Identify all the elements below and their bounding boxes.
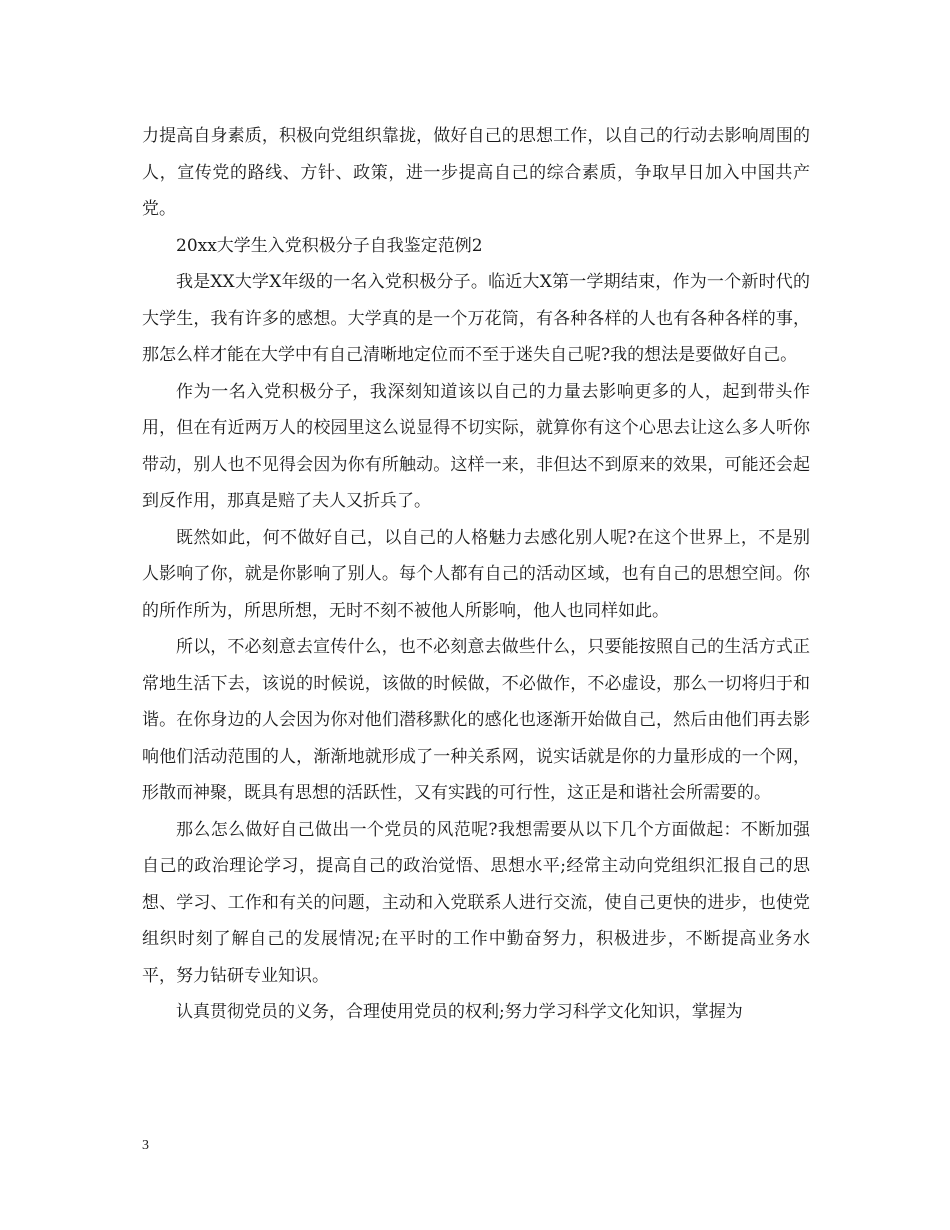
paragraph: 所以，不必刻意去宣传什么，也不必刻意去做些什么，只要能按照自己的生活方式正常地生活下去，该说的时候说，该做的时候做，不必做作，不必虚设，那么一切将归于和谐。在你身边的人会因为你对他们潜移默化的感化也逐渐开始做自己，然后由他们再去影响他们活动范围的人，渐渐地就形成了一种关系网，说实话就是你的力量形成的一个网，形散而神聚，既具有思想的活跃性，又有实践的可行性，这正是和谐社会所需要的。 — [142, 637, 810, 803]
paragraph: 我是XX大学X年级的一名入党积极分子。临近大X第一学期结束，作为一个新时代的大学生，我有许多的感想。大学真的是一个万花筒，有各种各样的人也有各种各样的事，那怎么样才能在大学中有自己清晰地定位而不至于迷失自己呢?我的想法是要做好自己。 — [142, 272, 810, 365]
paragraph: 既然如此，何不做好自己，以自己的人格魅力去感化别人呢?在这个世界上，不是别人影响了你，就是你影响了别人。每个人都有自己的活动区域，也有自己的思想空间。你的所作所为，所思所想，无时不刻不被他人所影响，他人也同样如此。 — [142, 527, 810, 621]
document-body — [142, 118, 810, 1031]
paragraph-continuation: 力提高自身素质，积极向党组织靠拢，做好自己的思想工作，以自己的行动去影响周围的人，宣传党的路线、方针、政策，进一步提高自己的综合素质，争取早日加入中国共产党。 — [142, 126, 810, 219]
paragraph: 认真贯彻党员的义务，合理使用党员的权利;努力学习科学文化知识，掌握为 — [176, 1002, 743, 1022]
page-number: 3 — [142, 1138, 149, 1153]
paragraph: 作为一名入党积极分子，我深刻知道该以自己的力量去影响更多的人，起到带头作用，但在有近两万人的校园里这么说显得不切实际，就算你有这个心思去让这么多人听你带动，别人也不见得会因为你有所触动。这样一来，非但达不到原来的效果，可能还会起到反作用，那真是赔了夫人又折兵了。 — [142, 381, 810, 511]
paragraph: 那么怎么做好自己做出一个党员的风范呢?我想需要从以下几个方面做起：不断加强自己的政治理论学习，提高自己的政治觉悟、思想水平;经常主动向党组织汇报自己的思想、学习、工作和有关的问题，主动和入党联系人进行交流，使自己更快的进步，也使党组织时刻了解自己的发展情况;在平时的工作中勤奋努力，积极进步，不断提高业务水平，努力钻研专业知识。 — [142, 819, 810, 986]
section-heading: 20xx大学生入党积极分子自我鉴定范例2 — [176, 235, 483, 256]
